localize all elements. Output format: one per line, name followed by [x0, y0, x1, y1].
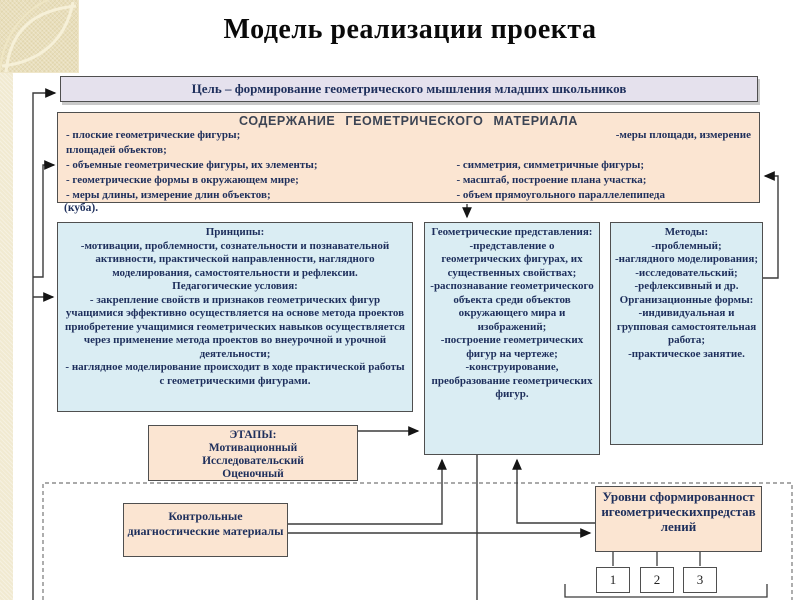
conditions-title: Педагогические условия: [172, 280, 298, 292]
goal-box [60, 76, 758, 102]
forms-title: Организационные формы: [619, 293, 754, 306]
representations-box [424, 222, 600, 455]
arrow-to-goal [33, 93, 55, 600]
principles-body: -мотивации, проблемности, сознательности и познавательной активности, практической направленности, наглядного моделирования, самостоятельности и рефлексии. [80, 239, 390, 279]
content-item: - меры длины, измерение длин объектов; [66, 189, 271, 201]
level-3-box [683, 567, 717, 593]
stage-item: Мотивационный [208, 442, 298, 454]
level-2-label: 2 [653, 572, 661, 587]
page-title: Модель реализации проекта [223, 14, 597, 45]
corner-decoration [0, 0, 79, 73]
methods-box [610, 222, 763, 445]
levels-text: Уровни сформированностигеометрическихпредставлений [601, 489, 756, 534]
content-item: -меры площади, измерение [615, 129, 751, 141]
condition-item: - наглядное моделирование происходит в ходе практической работы с геометрическими фигурами. [65, 361, 405, 387]
representation-item: -распознавание геометрического объекта среди объектов окружающего мира и изображений; [430, 280, 594, 333]
representation-item: -представление о геометрических фигурах, их существенных свойствах; [441, 239, 583, 279]
form-item: -практическое занятие. [628, 347, 745, 360]
stages-box [148, 425, 358, 481]
content-item: - объем прямоугольного параллелепипеда [456, 189, 665, 201]
level-3-label: 3 [696, 572, 704, 587]
methods-title: Методы: [664, 226, 709, 238]
form-item: -индивидуальная и групповая самостоятельная работа; [616, 307, 757, 346]
representation-item: -построение геометрических фигур на чертеже; [440, 334, 584, 360]
content-title: СОДЕРЖАНИЕ ГЕОМЕТРИЧЕСКОГО МАТЕРИАЛА [239, 114, 578, 128]
content-item [456, 143, 751, 158]
principles-box [57, 222, 413, 412]
content-item: - симметрия, симметричные фигуры; [456, 159, 645, 171]
stages-title: ЭТАПЫ: [229, 429, 277, 441]
arrow-to-content [33, 165, 54, 277]
level-1-label: 1 [609, 572, 617, 587]
diagnostics-box [123, 503, 288, 557]
goal-text: Цель – формирование геометрического мышления младших школьников [191, 81, 627, 96]
content-item: - объемные геометрические фигуры, их элементы; [66, 159, 318, 171]
method-item: -наглядного моделирования; [615, 253, 758, 265]
content-overflow-text: (куба). [64, 202, 99, 214]
method-item: -проблемный; [651, 239, 722, 252]
content-item: - масштаб, построение плана участка; [456, 174, 647, 186]
content-box [57, 112, 760, 203]
side-strip-decoration [0, 0, 13, 600]
leaf-motif-icon [0, 0, 78, 72]
condition-item: - закрепление свойств и признаков геометрических фигур учащимися эффективно осуществляется на основе метода проектов приобретение учащимися геометрических навыков осуществляется через применение метода проектов во внеурочной и урочной деятельности; [64, 293, 406, 360]
representations-title: Геометрические представления: [431, 226, 593, 238]
content-item: площадей объектов; [66, 144, 167, 156]
method-item: -рефлексивный и др. [634, 280, 739, 292]
stage-item: Исследовательский [202, 455, 304, 467]
content-item: - геометрические формы в окружающем мире; [66, 174, 299, 186]
content-list [66, 128, 751, 203]
level-1-box [596, 567, 630, 593]
content-item: - плоские геометрические фигуры; [66, 129, 241, 141]
diagnostics-text: Контрольные диагностические материалы [127, 509, 284, 538]
levels-box [595, 486, 762, 552]
arrow-methods-to-content [763, 176, 778, 278]
level-2-box [640, 567, 674, 593]
representation-item: -конструирование, преобразование геометрических фигур. [431, 361, 593, 400]
principles-title: Принципы: [205, 226, 265, 238]
stage-item: Оценочный [222, 468, 284, 480]
method-item: -исследовательский; [635, 266, 738, 279]
arrow-levels-to-representations [517, 460, 595, 523]
